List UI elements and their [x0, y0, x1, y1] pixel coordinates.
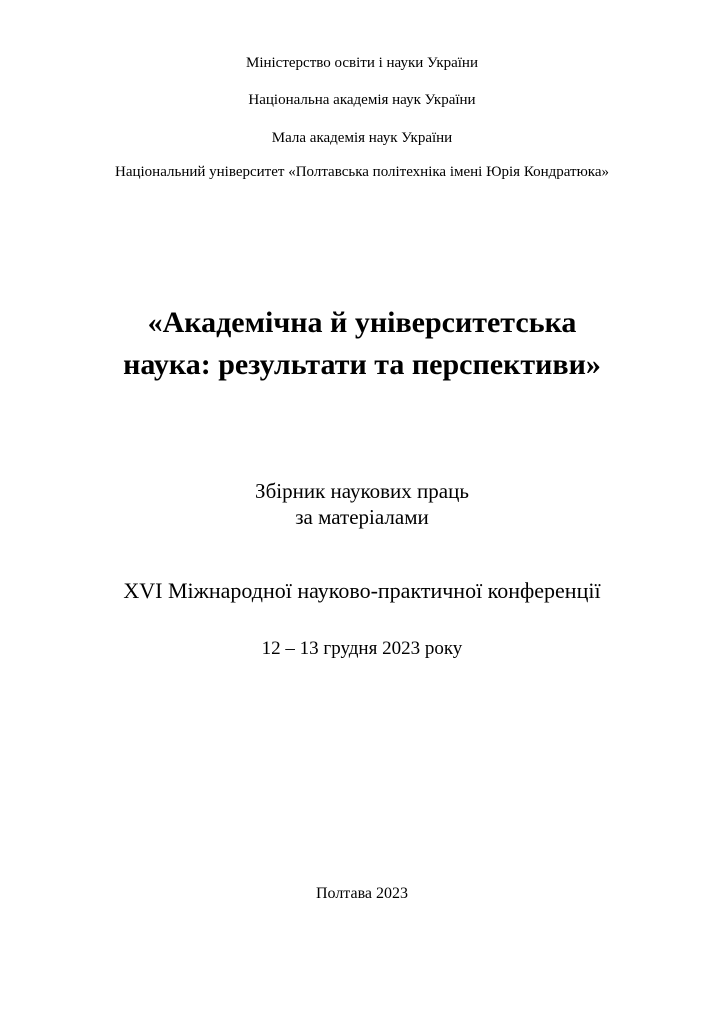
org-nas: Національна академія наук України [248, 92, 476, 108]
subtitle-line-2: за матеріалами [295, 505, 429, 529]
org-ministry: Міністерство освіти і науки України [245, 55, 478, 71]
place-year: Полтава 2023 [315, 885, 409, 902]
subtitle-line-1: Збірник наукових праць [255, 479, 469, 503]
title-line-1: «Академічна й університетська [147, 306, 577, 339]
org-university: Національний університет «Полтавська політехніка імені Юрія Кондратюка» [114, 164, 609, 180]
conference-name: XVI Міжнародної науково-практичної конференції [123, 578, 601, 603]
org-man: Мала академія наук України [271, 130, 453, 146]
title-line-2: наука: результати та перспективи» [123, 348, 601, 381]
conference-dates: 12 – 13 грудня 2023 року [261, 638, 463, 659]
